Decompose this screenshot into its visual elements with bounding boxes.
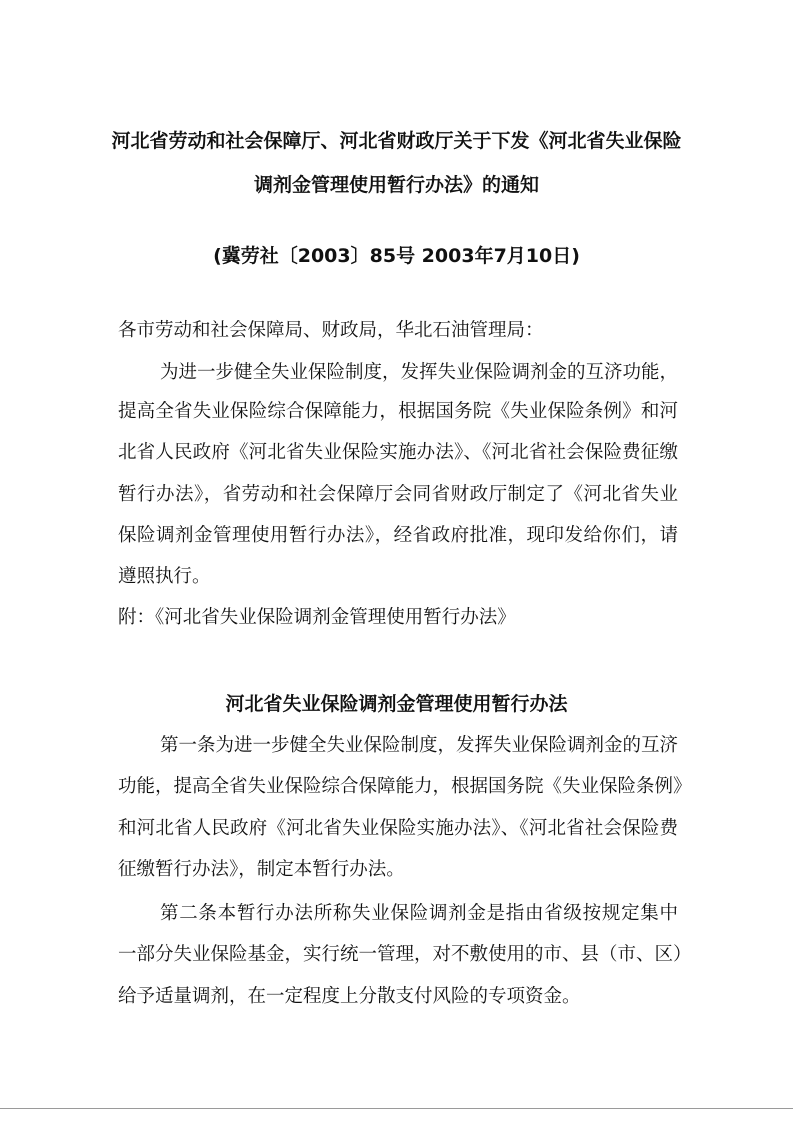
notice-body-line: 保险调剂金管理使用暂行办法》，经省政府批准，现印发给你们，请 xyxy=(118,525,678,546)
article-2-line: 给予适量调剂，在一定程度上分散支付风险的专项资金。 xyxy=(118,986,581,1007)
notice-body-line: 为进一步健全失业保险制度，发挥失业保险调剂金的互济功能， xyxy=(160,362,679,383)
notice-body-line: 遵照执行。 xyxy=(118,566,211,587)
salutation: 各市劳动和社会保障局、财政局，华北石油管理局： xyxy=(118,320,544,341)
attachment-line: 附：《河北省失业保险调剂金管理使用暂行办法》 xyxy=(118,607,516,628)
article-1-line: 和河北省人民政府《河北省失业保险实施办法》、《河北省社会保险费 xyxy=(118,818,678,839)
article-2-line: 第二条本暂行办法所称失业保险调剂金是指由省级按规定集中 xyxy=(160,903,678,924)
notice-title-line-1: 河北省劳动和社会保障厅、河北省财政厅关于下发《河北省失业保险 xyxy=(111,130,682,152)
measures-title: 河北省失业保险调剂金管理使用暂行办法 xyxy=(225,693,568,715)
notice-body-line: 北省人民政府《河北省失业保险实施办法》、《河北省社会保险费征缴 xyxy=(118,442,678,463)
article-1-line: 第一条为进一步健全失业保险制度，发挥失业保险调剂金的互济 xyxy=(160,735,679,756)
article-1-line: 征缴暂行办法》，制定本暂行办法。 xyxy=(118,859,405,880)
notice-body-line: 暂行办法》，省劳动和社会保障厅会同省财政厅制定了《河北省失业 xyxy=(118,484,678,505)
article-1-line: 功能，提高全省失业保险综合保障能力，根据国务院《失业保险条例》 xyxy=(118,776,692,797)
article-2-line: 一部分失业保险基金，实行统一管理，对不敷使用的市、县（市、区） xyxy=(118,944,692,965)
document-number: (冀劳社〔2003〕85号 2003年7月10日) xyxy=(213,245,580,267)
page-bottom-divider xyxy=(0,1108,793,1109)
notice-body-line: 提高全省失业保险综合保障能力，根据国务院《失业保险条例》和河 xyxy=(118,401,678,422)
notice-title-line-2: 调剂金管理使用暂行办法》的通知 xyxy=(253,174,539,196)
